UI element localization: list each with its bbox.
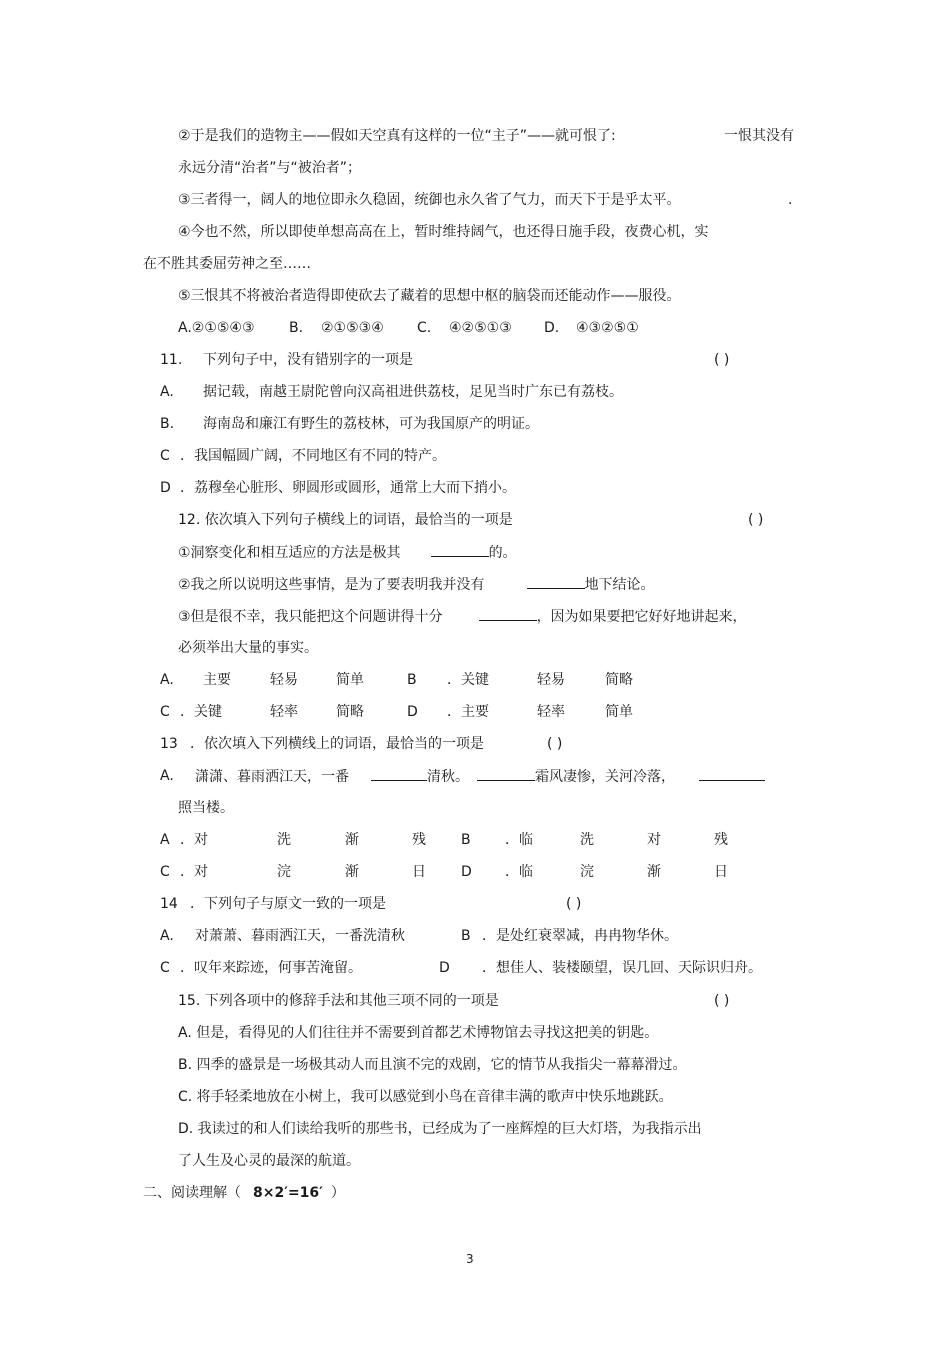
q15-option-d-cont: 了人生及心灵的最深的航道。 (178, 1153, 360, 1169)
q14-option-c: ．叹年来踪迹，何事苦淹留。 (180, 960, 362, 976)
q11-answer-paren: ( ) (714, 352, 730, 368)
q12-option-a-label: A. (160, 672, 174, 688)
q12-option-a-word-1: 主要 (203, 672, 231, 688)
q12-stem: 12. 依次填入下列句子横线上的词语，最恰当的一项是 (178, 512, 513, 528)
q15-stem: 15. 下列各项中的修辞手法和其他三项不同的一项是 (178, 993, 499, 1009)
page-number: 3 (466, 1252, 474, 1266)
q13-answer-paren: ( ) (547, 736, 563, 752)
q14-answer-paren: ( ) (566, 896, 582, 912)
q11-option-b-label: B. (160, 416, 175, 432)
q12-option-c-word-1: ．关键 (180, 704, 222, 720)
q12-blank-3 (479, 606, 537, 621)
q12-option-d-label: D (407, 704, 418, 720)
section-2-score: 8×2′=16′ (253, 1185, 323, 1201)
q13-option-d-word-3: 渐 (647, 864, 661, 880)
q12-sentence-3: ③但是很不幸，我只能把这个问题讲得十分 ，因为如果要把它好好地讲起来， (178, 606, 747, 627)
q13-option-d-word-1: ．临 (505, 864, 533, 880)
q13-option-b-word-4: 残 (714, 832, 728, 848)
q13-option-d-word-2: 浣 (580, 864, 594, 880)
q12-sentence-3-cont: 必须举出大量的事实。 (178, 640, 318, 656)
q13-option-c-word-2: 浣 (277, 864, 291, 880)
q12-sentence-2: ②我之所以说明这些事情，是为了要表明我并没有 地下结论。 (178, 574, 655, 595)
q11-option-a-label: A. (160, 384, 174, 400)
q12-blank-1 (431, 542, 489, 557)
q14-stem: ．下列句子与原文一致的一项是 (190, 896, 386, 912)
q12-option-b-word-1: ．关键 (447, 672, 489, 688)
q14-option-c-label: C (160, 960, 170, 976)
q11-stem: 下列句子中，没有错别字的一项是 (203, 352, 413, 368)
q13-option-c-word-1: ．对 (180, 864, 208, 880)
q10-option-c: ④②⑤①③ (449, 320, 512, 336)
q11-option-d-label: D (160, 480, 171, 496)
q13-option-b-word-1: ．临 (505, 832, 533, 848)
q10-option-c-label: C. (417, 320, 432, 336)
q13-passage-line: 潇潇、暮雨洒江天，一番 清秋。 霜风凄惨，关河冷落， (195, 766, 765, 787)
q12-option-d-word-2: 轻率 (537, 704, 565, 720)
q14-number: 14 (160, 896, 178, 912)
q10-sentence-3b: . (788, 192, 793, 208)
q12-sentence-1: ①洞察变化和相互适应的方法是极其 的。 (178, 542, 517, 563)
q11-option-b: 海南岛和廉江有野生的荔枝林，可为我国原产的明证。 (203, 416, 539, 432)
q12-option-d-word-3: 简单 (605, 704, 633, 720)
q10-option-d-label: D. (544, 320, 560, 336)
q15-answer-paren: ( ) (714, 993, 730, 1009)
q10-sentence-4b: 在不胜其委屈劳神之至…… (143, 256, 311, 272)
q13-option-b-label: B (461, 832, 471, 848)
section-2-heading: 二、阅读理解（ 8×2′=16′ ） (143, 1185, 345, 1201)
q11-option-c: ．我国幅圆广阔，不同地区有不同的特产。 (180, 448, 446, 464)
q10-option-d: ④③②⑤① (576, 320, 639, 336)
q10-option-b-label: B. (289, 320, 304, 336)
q14-option-a-label: A. (160, 928, 174, 944)
q13-option-a-word-4: 残 (412, 832, 426, 848)
q13-blank-3 (699, 766, 765, 781)
q13-option-d-label: D (461, 864, 472, 880)
q12-option-d-word-1: ．主要 (447, 704, 489, 720)
q11-option-c-label: C (160, 448, 170, 464)
q14-option-d: ．想佳人、装楼颐望，误几回、天际识归舟。 (482, 960, 762, 976)
q13-option-d-word-4: 日 (714, 864, 728, 880)
q10-option-a: A.②①⑤④③ (178, 320, 255, 336)
q10-sentence-2b: 一恨其没有 (724, 128, 794, 144)
q11-option-d: ．荔穆垒心脏形、卵圆形或圆形，通常上大而下捎小。 (180, 480, 516, 496)
q15-option-a: A. 但是，看得见的人们往往并不需要到首都艺术博物馆去寻找这把美的钥匙。 (178, 1025, 659, 1041)
q13-blank-2 (477, 766, 535, 781)
q13-blank-1 (371, 766, 427, 781)
q13-option-c-word-4: 日 (412, 864, 426, 880)
q12-blank-2 (527, 574, 585, 589)
q10-sentence-5: ⑤三恨其不将被治者造得即使砍去了藏着的思想中枢的脑袋而还能动作——服役。 (178, 288, 681, 304)
q15-option-b: B. 四季的盛景是一场极其动人而且演不完的戏剧，它的情节从我指尖一幕幕滑过。 (178, 1057, 687, 1073)
q12-answer-paren: ( ) (748, 512, 764, 528)
q13-option-a-word-2: 洗 (277, 832, 291, 848)
q13-option-c-word-3: 渐 (345, 864, 359, 880)
q12-option-b-word-3: 简略 (605, 672, 633, 688)
q12-option-c-word-3: 简略 (336, 704, 364, 720)
q10-sentence-4a: ④今也不然，所以即使单想高高在上，暂时维持阔气，也还得日施手段，夜费心机，实 (178, 224, 709, 240)
q14-option-d-label: D (439, 960, 450, 976)
q10-sentence-2a: ②于是我们的造物主——假如天空真有这样的一位“主子”——就可恨了: (178, 128, 616, 144)
q13-number: 13 (160, 736, 178, 752)
q13-passage-line-2: 照当楼。 (178, 800, 234, 816)
q12-option-a-word-2: 轻易 (270, 672, 298, 688)
q13-stem: ．依次填入下列横线上的词语，最恰当的一项是 (190, 736, 484, 752)
q12-option-a-word-3: 简单 (336, 672, 364, 688)
q12-option-c-word-2: 轻率 (270, 704, 298, 720)
q13-passage-label: A. (160, 768, 174, 784)
q12-option-c-label: C (160, 704, 170, 720)
q12-option-b-label: B (407, 672, 417, 688)
q10-sentence-3a: ③三者得一，阔人的地位即永久稳固，统御也永久省了气力，而天下于是乎太平。 (178, 192, 681, 208)
q15-option-d: D. 我读过的和人们读给我听的那些书，已经成为了一座辉煌的巨大灯塔，为我指示出 (178, 1121, 702, 1137)
q13-option-c-label: C (160, 864, 170, 880)
q13-option-a-word-1: ．对 (180, 832, 208, 848)
q11-number: 11. (160, 352, 183, 368)
q10-option-b: ②①⑤③④ (321, 320, 384, 336)
q14-option-b-label: B (461, 928, 471, 944)
q11-option-a: 据记载，南越王尉陀曾向汉高祖进供荔枝，足见当时广东已有荔枝。 (203, 384, 623, 400)
q12-option-b-word-2: 轻易 (537, 672, 565, 688)
q15-option-c: C. 将手轻柔地放在小树上，我可以感觉到小鸟在音律丰满的歌声中快乐地跳跃。 (178, 1089, 673, 1105)
q13-option-b-word-2: 洗 (580, 832, 594, 848)
q13-option-a-word-3: 渐 (345, 832, 359, 848)
q14-option-b: ．是处红衰翠减，冉冉物华休。 (482, 928, 678, 944)
q13-option-a-label: A (160, 832, 170, 848)
q14-option-a: 对萧萧、暮雨洒江天，一番洗清秋 (195, 928, 405, 944)
q10-sentence-2c: 永远分清“治者”与“被治者”； (178, 160, 362, 176)
q13-option-b-word-3: 对 (647, 832, 661, 848)
